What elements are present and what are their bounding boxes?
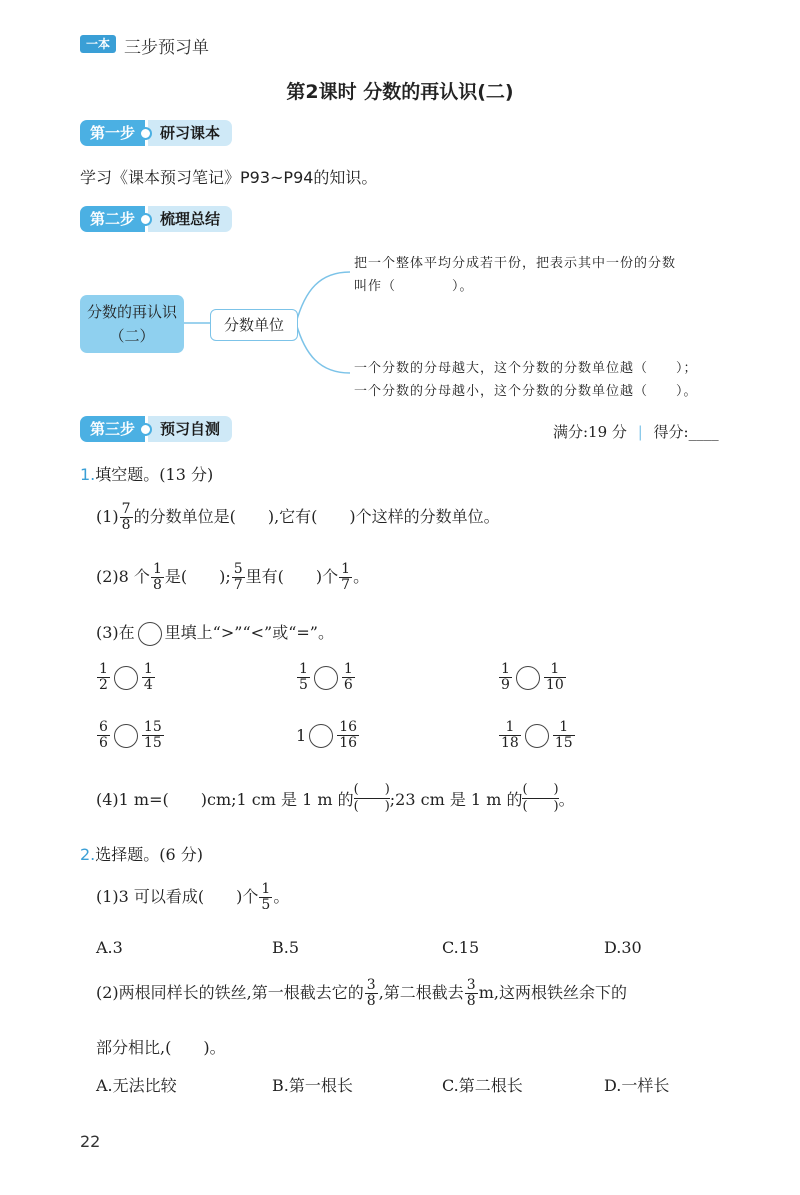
numerator: 1 bbox=[501, 661, 510, 677]
q2-number: 2. bbox=[80, 845, 96, 864]
q1-part4-text-c: 。 bbox=[558, 790, 575, 809]
denominator: 5 bbox=[261, 897, 271, 913]
compare-circle[interactable] bbox=[516, 666, 540, 690]
fraction bbox=[297, 662, 310, 693]
fraction bbox=[142, 662, 155, 693]
denominator: 2 bbox=[99, 677, 108, 693]
mindmap-rule-line1: 一个分数的分母越大，这个分数的分数单位越（ ）； bbox=[354, 361, 698, 376]
q2-part1-end: 。 bbox=[273, 887, 290, 906]
q1-part4-text-a: (4)1 m=( )cm;1 cm 是 1 m 的 bbox=[96, 790, 354, 809]
numerator: 3 bbox=[466, 977, 476, 993]
denominator: 8 bbox=[466, 993, 476, 1009]
q1-part1-prefix: (1) bbox=[96, 507, 119, 526]
blank-numerator: ( ) bbox=[522, 782, 559, 797]
fraction bbox=[339, 562, 352, 593]
score-label: 得分: bbox=[653, 423, 689, 441]
q1-part2 bbox=[96, 562, 369, 593]
fraction bbox=[259, 882, 272, 913]
compare-item bbox=[498, 662, 567, 693]
compare-circle[interactable] bbox=[309, 724, 333, 748]
step-1-name: 研习课本 bbox=[148, 120, 232, 146]
denominator: 6 bbox=[343, 677, 353, 693]
q2-part2-text-a: (2)两根同样长的铁丝,第一根截去它的 bbox=[96, 983, 364, 1002]
score-blank: ____ bbox=[688, 423, 719, 441]
mindmap-unit-node: 分数单位 bbox=[210, 309, 298, 341]
step-dot bbox=[139, 213, 152, 226]
q1-part1-text: 的分数单位是( ),它有( )个这样的分数单位。 bbox=[133, 507, 500, 526]
fraction bbox=[544, 662, 566, 693]
q2-option-a1[interactable]: A.3 bbox=[96, 938, 123, 957]
denominator: 18 bbox=[501, 735, 519, 751]
q2-part2-text-c: m,这两根铁丝余下的 bbox=[478, 983, 627, 1002]
compare-item bbox=[498, 720, 576, 751]
q1-part4-text-b: ;23 cm 是 1 m 的 bbox=[389, 790, 523, 809]
fraction bbox=[342, 662, 355, 693]
denominator: 7 bbox=[341, 577, 351, 593]
compare-circle[interactable] bbox=[525, 724, 549, 748]
score-box bbox=[553, 421, 719, 442]
fraction bbox=[97, 662, 110, 693]
q2-part1-text: (1)3 可以看成( )个 bbox=[96, 887, 259, 906]
numerator: 1 bbox=[152, 561, 162, 577]
mindmap-definition-line1: 把一个整体平均分成若干份，把表示其中一份的分数 bbox=[354, 256, 677, 271]
q1-part3-prefix: (3)在 bbox=[96, 623, 135, 642]
fraction bbox=[553, 720, 575, 751]
denominator: 15 bbox=[554, 735, 573, 751]
compare-item bbox=[296, 720, 360, 751]
q1-part3 bbox=[96, 620, 334, 646]
q1-title: 填空题。(13 分) bbox=[95, 465, 214, 484]
fraction bbox=[465, 978, 478, 1009]
numerator: 3 bbox=[366, 977, 376, 993]
fraction bbox=[499, 720, 521, 751]
fraction bbox=[499, 662, 512, 693]
blank-fraction[interactable] bbox=[522, 782, 558, 815]
compare-circle[interactable] bbox=[314, 666, 338, 690]
q1-part4 bbox=[96, 782, 575, 815]
compare-item bbox=[96, 662, 156, 693]
numerator: 1 bbox=[143, 661, 153, 677]
numerator: 1 bbox=[99, 661, 108, 677]
compare-circle[interactable] bbox=[114, 666, 138, 690]
denominator: 7 bbox=[233, 577, 243, 593]
whole-number: 1 bbox=[296, 726, 307, 745]
numerator: 15 bbox=[143, 719, 162, 735]
fraction bbox=[232, 562, 245, 593]
compare-circle[interactable] bbox=[114, 724, 138, 748]
q1-part1 bbox=[96, 502, 500, 533]
q2-option-d1[interactable]: D.30 bbox=[604, 938, 642, 957]
denominator: 16 bbox=[339, 735, 358, 751]
compare-item bbox=[296, 662, 356, 693]
fraction bbox=[337, 720, 359, 751]
series-title: 三步预习单 bbox=[124, 38, 209, 58]
book-logo: 一本 bbox=[80, 35, 116, 53]
numerator: 1 bbox=[341, 561, 351, 577]
step-2-name: 梳理总结 bbox=[148, 206, 232, 232]
mindmap-main-node: 分数的再认识（二） bbox=[80, 295, 184, 353]
compare-item bbox=[96, 720, 165, 751]
lesson-title: 第2课时 分数的再认识(二) bbox=[286, 81, 514, 103]
denominator: 15 bbox=[143, 735, 162, 751]
denominator: 10 bbox=[545, 677, 564, 693]
q1-part2-text-d: 。 bbox=[353, 567, 370, 586]
q2-part2-line2: 部分相比,( )。 bbox=[96, 1038, 226, 1057]
step-dot bbox=[139, 423, 152, 436]
step-dot bbox=[139, 127, 152, 140]
numerator: 1 bbox=[550, 661, 560, 677]
fraction bbox=[97, 720, 110, 751]
denominator: 5 bbox=[299, 677, 308, 693]
q1-part2-text-b: 是( ); bbox=[164, 567, 231, 586]
step-3-label: 第三步 bbox=[80, 416, 145, 442]
step-1-label: 第一步 bbox=[80, 120, 145, 146]
full-score: 满分:19 分 bbox=[553, 423, 627, 441]
mindmap-definition-line2: 叫作（ ）。 bbox=[354, 279, 474, 294]
numerator: 1 bbox=[505, 719, 515, 735]
numerator: 16 bbox=[339, 719, 358, 735]
q2-option-c1[interactable]: C.15 bbox=[442, 938, 480, 957]
numerator: 7 bbox=[121, 501, 131, 517]
denominator: 4 bbox=[143, 677, 153, 693]
numerator: 5 bbox=[233, 561, 243, 577]
mindmap-rule-line2: 一个分数的分母越小，这个分数的分数单位越（ ）。 bbox=[354, 384, 698, 399]
fraction bbox=[120, 502, 133, 533]
q1-part2-prefix: (2)8 个 bbox=[96, 567, 150, 586]
denominator: 8 bbox=[121, 517, 131, 533]
denominator: 9 bbox=[501, 677, 510, 693]
q2-option-b1[interactable]: B.5 bbox=[272, 938, 300, 957]
denominator: 6 bbox=[99, 735, 108, 751]
blank-denominator: ( ) bbox=[353, 799, 390, 814]
q2-heading bbox=[80, 842, 203, 865]
q2-option-c2[interactable]: C.第二根长 bbox=[442, 1076, 523, 1095]
numerator: 1 bbox=[299, 661, 308, 677]
q2-option-b2[interactable]: B.第一根长 bbox=[272, 1076, 353, 1095]
q1-number: 1. bbox=[80, 465, 96, 484]
blank-denominator: ( ) bbox=[522, 799, 559, 814]
fraction bbox=[151, 562, 164, 593]
q1-heading bbox=[80, 462, 213, 485]
step-2-label: 第二步 bbox=[80, 206, 145, 232]
q2-part1 bbox=[96, 882, 289, 913]
denominator: 8 bbox=[152, 577, 162, 593]
fraction bbox=[365, 978, 378, 1009]
q1-part3-text: 里填上“>”“<”或“=”。 bbox=[164, 623, 334, 642]
q1-part2-text-c: 里有( )个 bbox=[245, 567, 339, 586]
step-3-name: 预习自测 bbox=[148, 416, 232, 442]
q2-option-d2[interactable]: D.一样长 bbox=[604, 1076, 670, 1095]
numerator: 1 bbox=[261, 881, 271, 897]
blank-fraction[interactable] bbox=[354, 782, 390, 815]
score-separator: | bbox=[637, 423, 643, 441]
step-3-banner bbox=[80, 416, 232, 442]
compare-circle bbox=[138, 622, 162, 646]
numerator: 1 bbox=[559, 719, 569, 735]
step-1-text: 学习《课本预习笔记》P93~P94的知识。 bbox=[80, 168, 378, 187]
fraction bbox=[142, 720, 164, 751]
q2-title: 选择题。(6 分) bbox=[95, 845, 204, 864]
blank-numerator: ( ) bbox=[353, 782, 390, 797]
q2-option-a2[interactable]: A.无法比较 bbox=[96, 1076, 177, 1095]
denominator: 8 bbox=[366, 993, 376, 1009]
q2-part2-text-b: ,第二根截去 bbox=[378, 983, 464, 1002]
numerator: 6 bbox=[99, 719, 108, 735]
q2-part2 bbox=[96, 978, 627, 1009]
page-number: 22 bbox=[80, 1132, 101, 1151]
numerator: 1 bbox=[343, 661, 353, 677]
